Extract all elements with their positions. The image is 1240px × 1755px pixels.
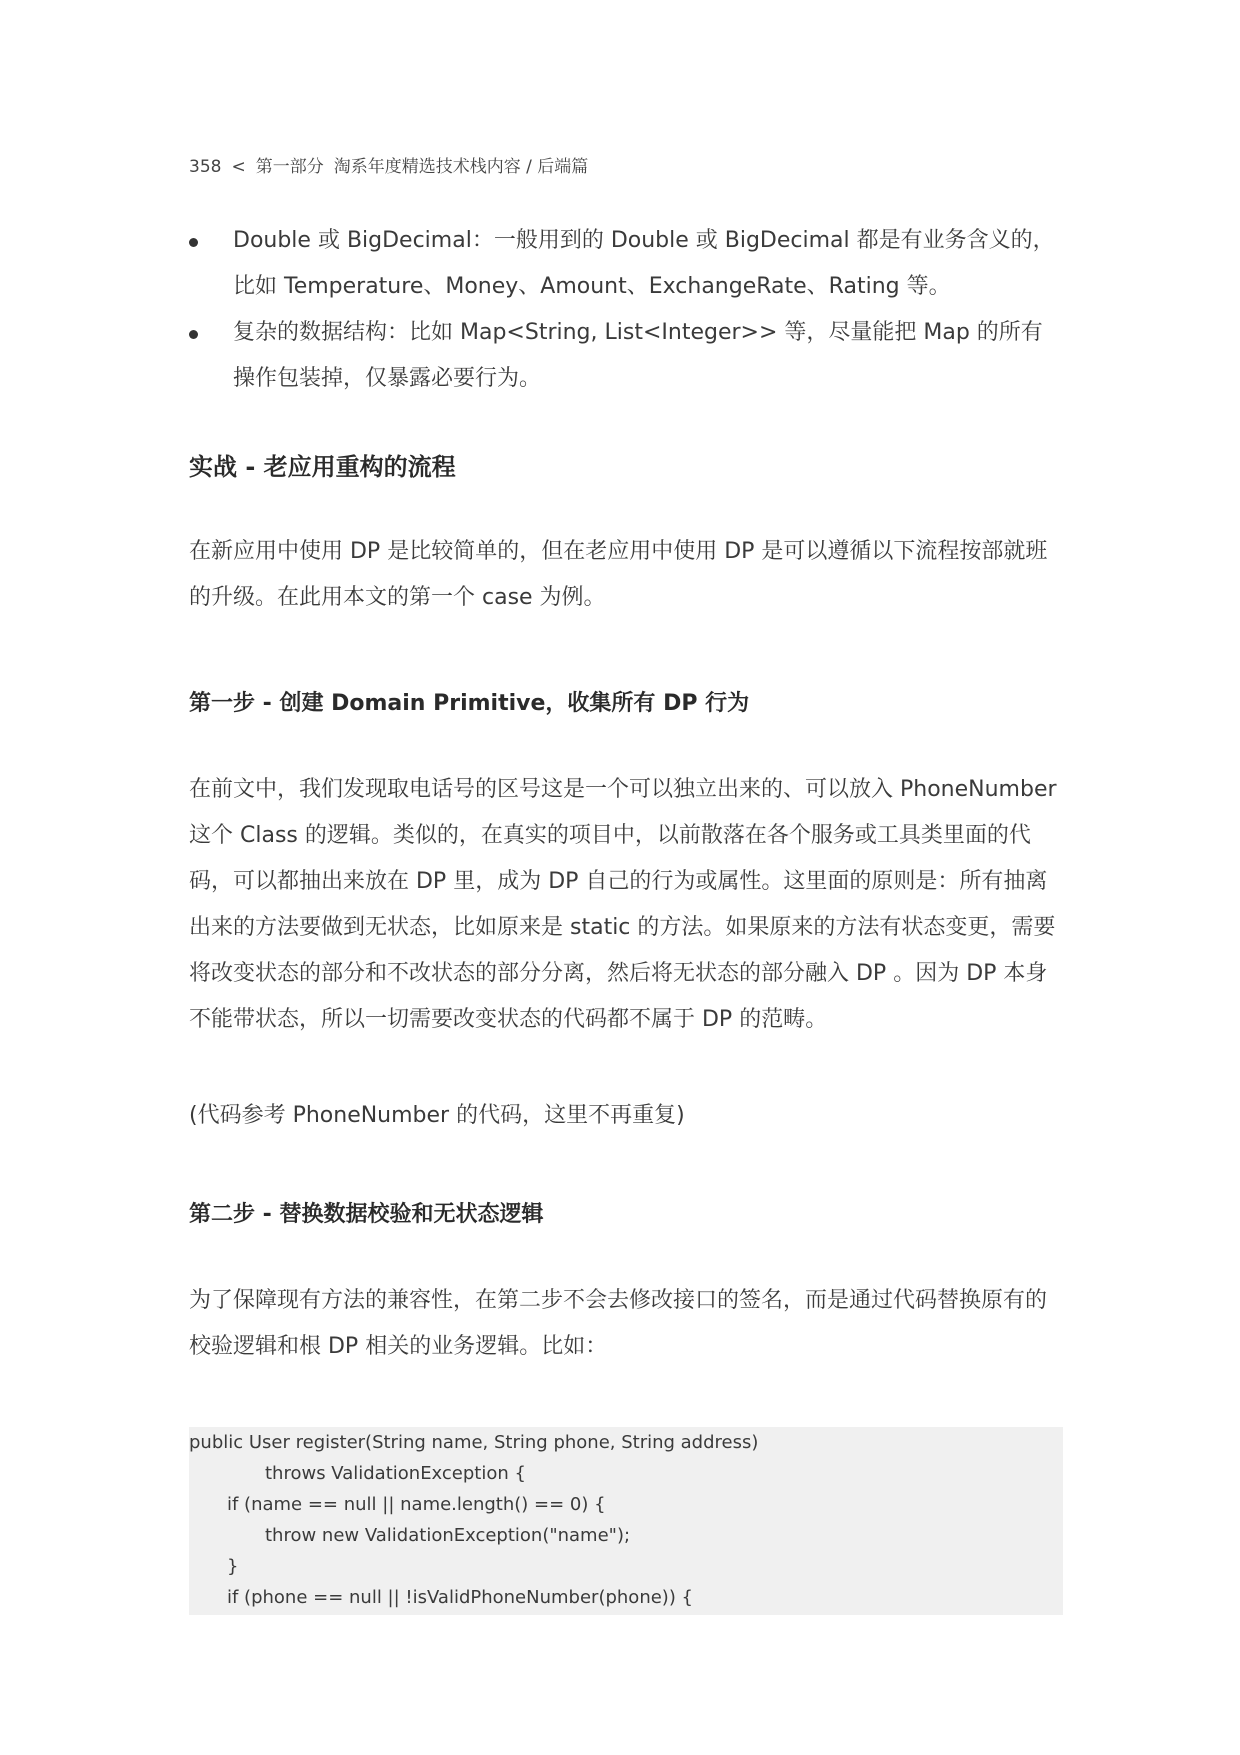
bullet-list bbox=[189, 218, 1063, 402]
code-line: throws ValidationException { bbox=[265, 1463, 526, 1484]
code-line: if (name == null || name.length() == 0) { bbox=[227, 1494, 606, 1515]
bullet-text: Double 或 BigDecimal：一般用到的 Double 或 BigDecimal 都是有业务含义的，比如 Temperature、Money、Amount、ExchangeRate、Rating 等。 bbox=[233, 228, 1055, 299]
code-line: } bbox=[227, 1556, 239, 1577]
list-item bbox=[189, 310, 1063, 402]
step2-title: 第二步 - 替换数据校验和无状态逻辑 bbox=[189, 1202, 544, 1227]
header-section: 淘系年度精选技术栈内容 / 后端篇 bbox=[333, 157, 589, 177]
step1-paragraph: 在前文中，我们发现取电话号的区号这是一个可以独立出来的、可以放入 PhoneNumber 这个 Class 的逻辑。类似的，在真实的项目中，以前散落在各个服务或工具类里面的代码，可以都抽出来放在 DP 里，成为 DP 自己的行为或属性。这里面的原则是：所有抽离出来的方法要做到无状态，比如原来是 static 的方法。如果原来的方法有状态变更，需要将改变状态的部分和不改状态的部分分离，然后将无状态的部分融入 DP 。因为 DP 本身不能带状态，所以一切需要改变状态的代码都不属于 DP 的范畴。 bbox=[189, 777, 1057, 1032]
code-line: throw new ValidationException("name"); bbox=[265, 1525, 631, 1546]
header-separator: < bbox=[231, 157, 246, 177]
page-header bbox=[189, 152, 598, 177]
step1-note: (代码参考 PhoneNumber 的代码，这里不再重复) bbox=[189, 1103, 685, 1128]
code-line: public User register(String name, String phone, String address) bbox=[189, 1432, 759, 1453]
intro-paragraph: 在新应用中使用 DP 是比较简单的，但在老应用中使用 DP 是可以遵循以下流程按部就班的升级。在此用本文的第一个 case 为例。 bbox=[189, 539, 1048, 610]
step1-title: 第一步 - 创建 Domain Primitive，收集所有 DP 行为 bbox=[189, 691, 750, 716]
code-line: if (phone == null || !isValidPhoneNumber(phone)) { bbox=[227, 1587, 694, 1608]
code-block bbox=[189, 1427, 1063, 1615]
list-item bbox=[189, 218, 1063, 310]
header-part: 第一部分 bbox=[255, 157, 324, 177]
page-number: 358 bbox=[189, 157, 222, 177]
bullet-icon bbox=[189, 238, 198, 247]
section-title: 实战 - 老应用重构的流程 bbox=[189, 453, 456, 481]
bullet-icon bbox=[189, 330, 198, 339]
bullet-text: 复杂的数据结构：比如 Map<String, List<Integer>> 等，尽量能把 Map 的所有操作包装掉，仅暴露必要行为。 bbox=[233, 320, 1043, 391]
step2-paragraph: 为了保障现有方法的兼容性，在第二步不会去修改接口的签名，而是通过代码替换原有的校验逻辑和根 DP 相关的业务逻辑。比如： bbox=[189, 1288, 1048, 1359]
